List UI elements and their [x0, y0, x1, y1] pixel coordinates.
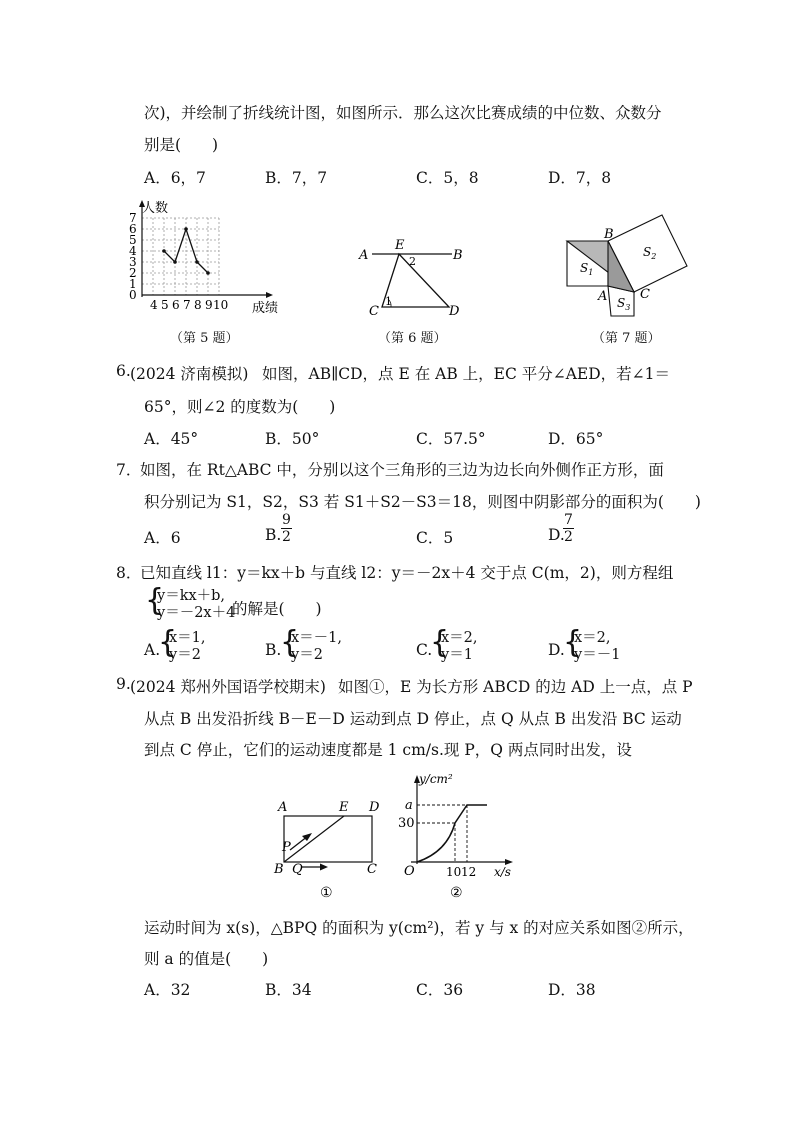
q9-fig1-label-e: E: [339, 800, 349, 815]
q8-option-d-brace: {: [563, 625, 583, 660]
fig5-data-point: [184, 227, 188, 231]
fig5-line-chart: [120, 198, 290, 318]
fig5-ytick-label: 2: [129, 266, 137, 280]
q7-option-d-numerator: 7: [564, 512, 573, 528]
fig5-xtick-label: 5: [161, 298, 169, 312]
fig5-ytick-label: 7: [129, 211, 137, 225]
fig5-x-arrow: [266, 292, 273, 298]
q9-option-b: B．34: [265, 981, 312, 999]
q9-fig1-label-d: D: [369, 800, 380, 815]
q6-source: (2024 济南模拟): [130, 365, 249, 383]
q9-rectangle-abcd: [284, 816, 372, 862]
q8-option-d-line2: y＝－1: [574, 647, 621, 663]
fig7-label-s3-sub: 3: [625, 303, 631, 312]
q8-option-b-line2: y＝2: [291, 647, 323, 663]
q5-option-c: C．5，8: [416, 169, 479, 187]
fig7-label-s3: S: [617, 296, 626, 310]
q9-figure-1: [268, 795, 388, 905]
q9-fig2-caption: ②: [450, 885, 463, 901]
q9-option-c: C．36: [416, 981, 464, 999]
q9-figure-2: [395, 772, 525, 905]
q5-option-a: A．6，7: [144, 169, 206, 187]
fig6-label-c: C: [369, 304, 379, 319]
q9-text-line1: 如图①，E 为长方形 ABCD 的边 AD 上一点，点 P: [338, 678, 693, 696]
q9-text-line3: 到点 C 停止，它们的运动速度都是 1 cm/s.现 P，Q 两点同时出发，设: [144, 741, 632, 759]
q8-option-a-prefix: A.: [144, 641, 161, 659]
q9-fig2-label-10: 10: [446, 865, 462, 879]
fig5-ytick-label: 6: [129, 222, 137, 236]
q7-number: 7．: [116, 461, 142, 479]
q9-fig1-label-a: A: [278, 800, 288, 815]
fig5-data-point: [206, 271, 210, 275]
q8-text-line1: 已知直线 l1：y＝kx＋b 与直线 l2：y＝－2x＋4 交于点 C(m，2)，则方程组: [140, 564, 674, 582]
fig7-label-b: B: [604, 227, 614, 242]
q7-option-a: A．6: [144, 529, 181, 547]
fig5-xtick-label: 7: [183, 298, 191, 312]
q9-arrow-q-head: [320, 864, 328, 871]
fig7-diagram: [560, 210, 690, 345]
q9-segment-be: [284, 816, 344, 862]
fig5-ytick-label: 0: [129, 288, 137, 302]
fig6-label-1: 1: [385, 295, 392, 308]
q5-option-d: D．7，8: [548, 169, 612, 187]
fig6-label-d: D: [449, 304, 460, 319]
q8-option-b-prefix: B.: [265, 641, 282, 659]
q8-option-a-line1: x＝1,: [169, 630, 206, 646]
fig6-caption: （第 6 题）: [378, 331, 447, 346]
q7-text-line2: 积分别记为 S1，S2，S3 若 S1＋S2－S3＝18，则图中阴影部分的面积为( ): [144, 493, 701, 511]
q9-text-line4: 运动时间为 x(s)，△BPQ 的面积为 y(cm²)，若 y 与 x 的对应关系如图②所示，: [144, 919, 694, 937]
q6-number: 6.: [116, 362, 131, 380]
q9-fig2-xlabel: x/s: [494, 865, 511, 879]
q6-text-line2: 65°，则∠2 的度数为( ): [144, 398, 336, 416]
q8-system: [145, 583, 236, 622]
fig5-xtick-label: 9: [205, 298, 213, 312]
q8-option-c-line1: x＝2,: [441, 630, 478, 646]
fig7-label-s2-sub: 2: [651, 252, 657, 261]
q8-option-c-system: [430, 625, 478, 664]
q8-option-a-system: [158, 625, 206, 664]
q7-option-d-fraction: [563, 512, 574, 545]
q7-option-c: C．5: [416, 529, 454, 547]
q7-option-b-prefix: B.: [265, 526, 282, 544]
q8-system-line2: y＝－2x＋4: [157, 605, 236, 621]
q8-option-d-line1: x＝2,: [574, 630, 611, 646]
q8-option-b-brace: {: [280, 625, 300, 660]
fig5-xtick-label: 6: [172, 298, 180, 312]
fig7-label-s1-sub: 1: [588, 268, 594, 277]
q9-fig1-label-q: Q: [292, 862, 303, 877]
q8-text-line2: 的解是( ): [232, 600, 322, 618]
q8-option-c-brace: {: [430, 625, 450, 660]
q9-option-d: D．38: [548, 981, 596, 999]
q8-option-b-system: [280, 625, 343, 664]
q5-text-line2: 别是( ): [144, 136, 219, 154]
q8-option-c-prefix: C.: [416, 641, 433, 659]
q8-option-d-system: [563, 625, 621, 664]
q8-option-b-line1: x＝－1,: [291, 630, 343, 646]
q7-option-b-numerator: 9: [282, 512, 291, 528]
q8-option-a-brace: {: [158, 625, 178, 660]
fig6-label-b: B: [453, 248, 463, 263]
q8-number: 8．: [116, 564, 142, 582]
fig6-label-e: E: [395, 238, 405, 253]
q9-fig2-label-o: O: [404, 864, 415, 879]
q8-system-line1: y＝kx＋b,: [157, 588, 226, 604]
q9-fig1-label-p: P: [282, 840, 291, 855]
q9-fig1-label-b: B: [274, 862, 284, 877]
fig5-ytick-label: 3: [129, 255, 137, 269]
fig7-caption: （第 7 题）: [592, 331, 661, 346]
fig6-label-2: 2: [409, 255, 416, 268]
fig5-xtick-label: 4: [150, 298, 158, 312]
fig6-diagram: [355, 235, 475, 320]
q9-fig2-curve: [417, 805, 487, 862]
q6-option-b: B．50°: [265, 430, 320, 448]
q7-option-d-prefix: D.: [548, 526, 565, 544]
fig5-ytick-label: 4: [129, 244, 137, 258]
fig5-data-point: [173, 260, 177, 264]
q8-option-c-line2: y＝1: [441, 647, 473, 663]
q9-fig1-caption: ①: [320, 885, 333, 901]
fig5-grid: [142, 218, 219, 295]
fig5-ytick-label: 1: [129, 277, 137, 291]
q9-fig1-label-c: C: [367, 862, 377, 877]
q9-source: (2024 郑州外国语学校期末): [130, 678, 326, 696]
fig5-data-point: [195, 260, 199, 264]
q7-option-b-fraction: [281, 512, 292, 545]
q9-fig2-ylabel: y/cm²: [419, 772, 453, 786]
fig7-label-s2: S: [643, 245, 652, 259]
fig7-label-s1: S: [580, 261, 589, 275]
fig5-xlabel: 成绩: [252, 301, 279, 316]
q9-fig2-label-30: 30: [398, 816, 415, 831]
q8-option-a-line2: y＝2: [169, 647, 201, 663]
q9-text-line5: 则 a 的值是( ): [144, 950, 269, 968]
fig5-caption: （第 5 题）: [170, 331, 239, 346]
fig5-ytick-label: 5: [129, 233, 137, 247]
fig5-ticks: [129, 211, 228, 312]
q6-option-c: C．57.5°: [416, 430, 486, 448]
q8-option-d-prefix: D.: [548, 641, 565, 659]
q5-text-line1: 次)，并绘制了折线统计图，如图所示．那么这次比赛成绩的中位数、众数分: [144, 104, 662, 122]
q5-option-b: B．7，7: [265, 169, 328, 187]
q7-text-line1: 如图，在 Rt△ABC 中，分别以这个三角形的三边为边长向外侧作正方形，面: [140, 461, 664, 479]
fig5-xtick-label: 8: [194, 298, 202, 312]
q8-system-brace: {: [145, 583, 165, 618]
fig6-label-a: A: [359, 248, 369, 263]
fig5-xtick-label: 10: [213, 298, 229, 312]
q7-option-b-denominator: 2: [282, 529, 291, 545]
fig7-label-a: A: [598, 289, 608, 304]
fig5-data-point: [162, 249, 166, 253]
q6-option-a: A．45°: [144, 430, 199, 448]
fig5-ylabel: 人数: [142, 201, 169, 216]
q6-text-line1: 如图，AB∥CD，点 E 在 AB 上，EC 平分∠AED，若∠1＝: [262, 365, 671, 383]
q9-fig2-label-12: 12: [461, 865, 477, 879]
q7-option-d-denominator: 2: [564, 529, 573, 545]
q9-option-a: A．32: [144, 981, 191, 999]
q9-number: 9.: [116, 675, 131, 693]
q9-text-line2: 从点 B 出发沿折线 B－E－D 运动到点 D 停止，点 Q 从点 B 出发沿 BC 运动: [144, 710, 682, 728]
q6-option-d: D．65°: [548, 430, 604, 448]
q9-fig2-label-a: a: [405, 798, 413, 813]
fig7-label-c: C: [640, 287, 650, 302]
